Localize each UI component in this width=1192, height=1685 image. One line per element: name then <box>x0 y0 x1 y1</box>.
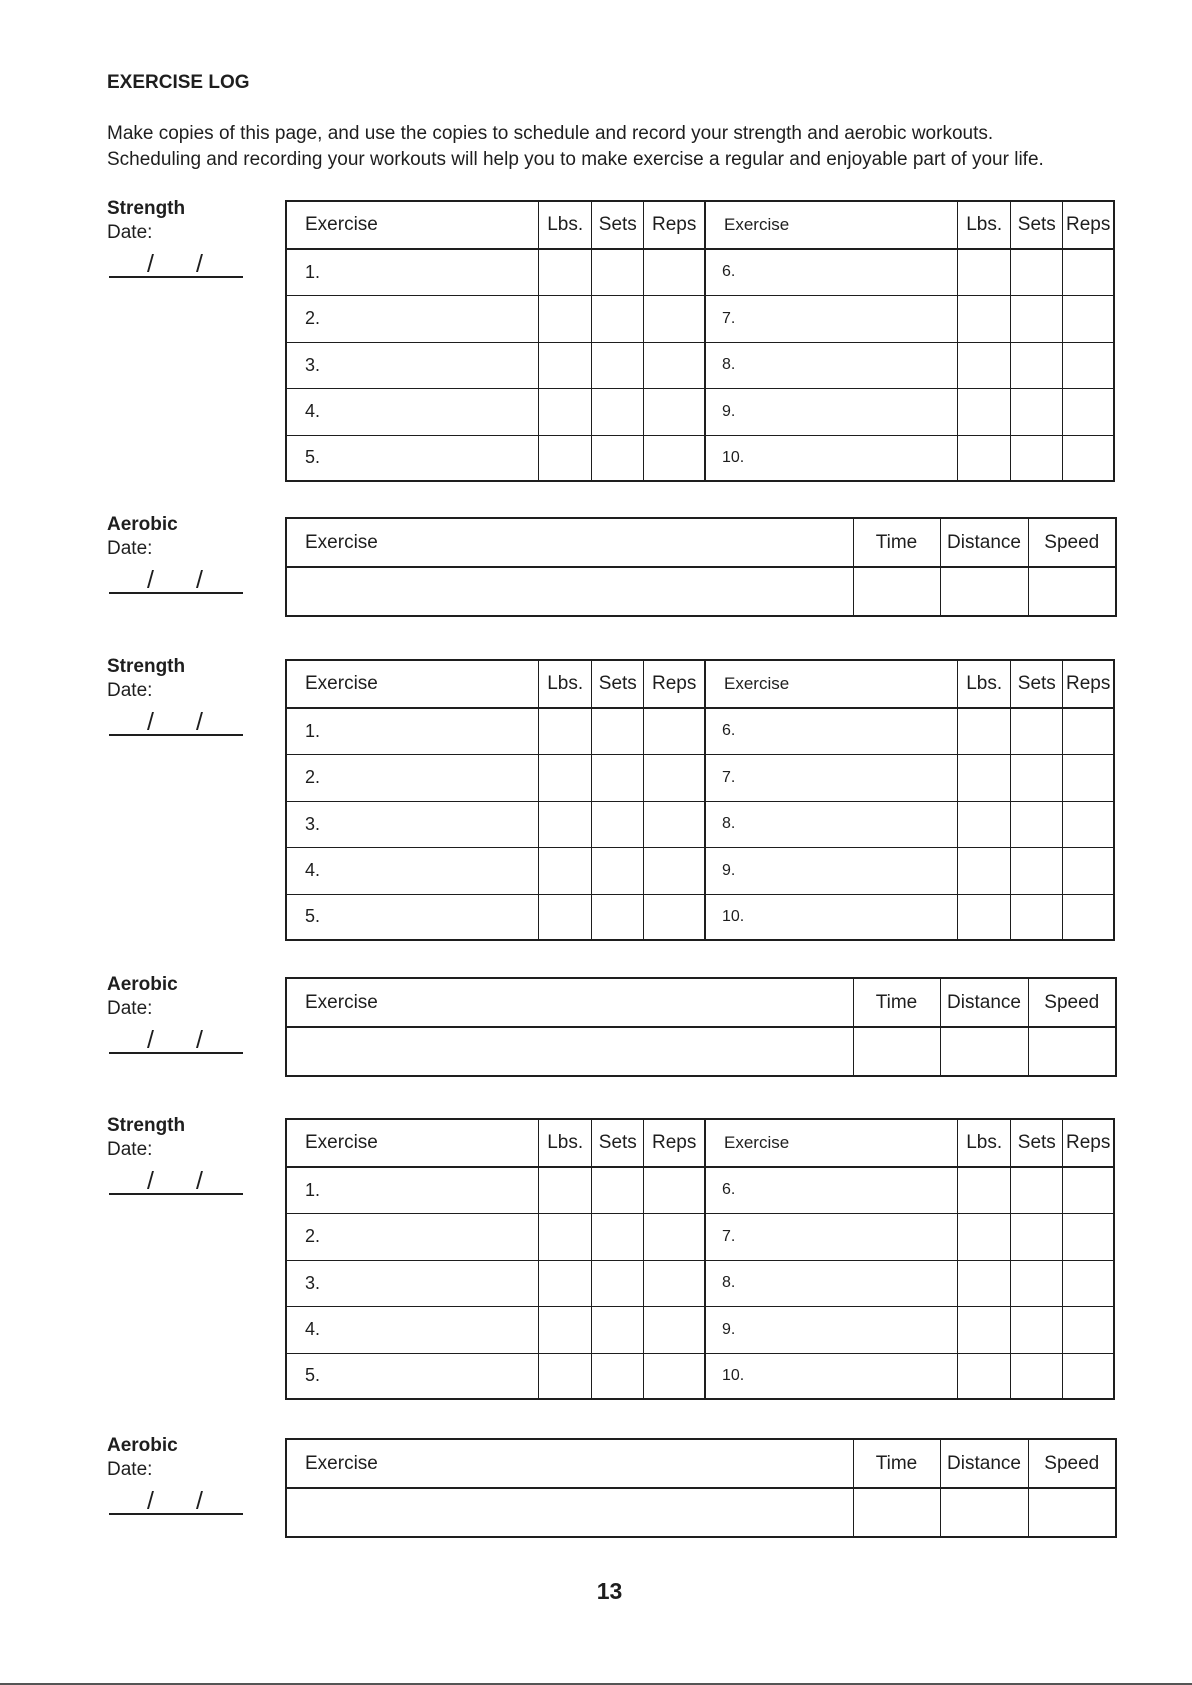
sets-cell[interactable] <box>1011 801 1063 847</box>
lbs-cell[interactable] <box>958 1260 1011 1306</box>
table-row <box>286 1167 1114 1213</box>
col-header-sets: Sets <box>592 201 644 249</box>
table-row <box>286 249 1114 295</box>
row-number: 2. <box>286 754 539 801</box>
exercise-cell[interactable] <box>286 1488 853 1537</box>
lbs-cell[interactable] <box>539 1260 592 1306</box>
date-field[interactable] <box>109 566 243 594</box>
table-row <box>286 1027 1116 1076</box>
aerobic-table <box>285 977 1117 1077</box>
lbs-cell[interactable] <box>958 1306 1011 1353</box>
col-header-sets: Sets <box>1011 201 1063 249</box>
col-header-exercise: Exercise <box>286 660 539 708</box>
sets-cell[interactable] <box>592 894 644 940</box>
row-number: 4. <box>286 847 539 894</box>
lbs-cell[interactable] <box>958 1213 1011 1260</box>
sets-cell[interactable] <box>1011 1353 1063 1399</box>
row-number: 8. <box>705 801 958 847</box>
col-header-lbs: Lbs. <box>958 1119 1011 1167</box>
aerobic-section-label-1 <box>107 513 178 561</box>
table-row <box>286 1306 1114 1353</box>
col-header-time: Time <box>853 518 940 567</box>
row-number: 2. <box>286 295 539 342</box>
lbs-cell[interactable] <box>539 1167 592 1213</box>
intro-line-1: Make copies of this page, and use the copies to schedule and record your strength and aerobic workouts. <box>107 123 994 144</box>
sets-cell[interactable] <box>592 1213 644 1260</box>
col-header-distance: Distance <box>940 978 1028 1027</box>
time-cell[interactable] <box>853 1027 940 1076</box>
reps-cell[interactable] <box>644 1353 705 1399</box>
reps-cell[interactable] <box>644 249 705 295</box>
reps-cell[interactable] <box>644 708 705 754</box>
sets-cell[interactable] <box>1011 435 1063 481</box>
strength-section-label-1 <box>107 197 185 245</box>
strength-table <box>285 659 1115 941</box>
page-title: EXERCISE LOG <box>107 72 250 93</box>
table-row <box>286 1260 1114 1306</box>
table-row <box>286 567 1116 616</box>
exercise-cell[interactable] <box>286 1027 853 1076</box>
strength-table <box>285 200 1115 482</box>
col-header-reps: Reps <box>644 660 705 708</box>
reps-cell[interactable] <box>1063 1306 1114 1353</box>
row-number: 4. <box>286 1306 539 1353</box>
lbs-cell[interactable] <box>958 847 1011 894</box>
col-header-reps: Reps <box>644 201 705 249</box>
row-number: 9. <box>705 388 958 435</box>
sets-cell[interactable] <box>1011 708 1063 754</box>
reps-cell[interactable] <box>644 388 705 435</box>
date-slash: / <box>196 566 203 594</box>
date-slash: / <box>196 1167 203 1195</box>
sets-cell[interactable] <box>1011 754 1063 801</box>
table-row <box>286 1213 1114 1260</box>
reps-cell[interactable] <box>1063 1213 1114 1260</box>
col-header-exercise: Exercise <box>286 201 539 249</box>
sets-cell[interactable] <box>592 342 644 388</box>
lbs-cell[interactable] <box>958 801 1011 847</box>
date-label: Date: <box>107 998 153 1019</box>
reps-cell[interactable] <box>1063 708 1114 754</box>
row-number: 5. <box>286 1353 539 1399</box>
lbs-cell[interactable] <box>958 342 1011 388</box>
lbs-cell[interactable] <box>539 388 592 435</box>
col-header-lbs: Lbs. <box>539 1119 592 1167</box>
sets-cell[interactable] <box>592 1260 644 1306</box>
reps-cell[interactable] <box>1063 847 1114 894</box>
sets-cell[interactable] <box>1011 1306 1063 1353</box>
row-number: 7. <box>705 1213 958 1260</box>
strength-section-label-2 <box>107 655 185 703</box>
reps-cell[interactable] <box>1063 754 1114 801</box>
date-field[interactable] <box>109 708 243 736</box>
table-row <box>286 894 1114 940</box>
lbs-cell[interactable] <box>539 894 592 940</box>
intro-line-2: Scheduling and recording your workouts will help you to make exercise a regular and enjoyable part of your life. <box>107 149 1044 170</box>
reps-cell[interactable] <box>644 847 705 894</box>
col-header-sets: Sets <box>1011 1119 1063 1167</box>
date-slash: / <box>196 708 203 736</box>
date-label: Date: <box>107 1459 153 1480</box>
col-header-exercise: Exercise <box>286 518 853 567</box>
sets-cell[interactable] <box>592 435 644 481</box>
row-number: 6. <box>705 249 958 295</box>
table-row <box>286 708 1114 754</box>
sets-cell[interactable] <box>1011 847 1063 894</box>
intro-text <box>107 121 1044 173</box>
date-slash: / <box>147 566 154 594</box>
date-field[interactable] <box>109 1167 243 1195</box>
sets-cell[interactable] <box>1011 1260 1063 1306</box>
sets-cell[interactable] <box>1011 1213 1063 1260</box>
reps-cell[interactable] <box>1063 435 1114 481</box>
sets-cell[interactable] <box>1011 1167 1063 1213</box>
lbs-cell[interactable] <box>958 754 1011 801</box>
col-header-sets: Sets <box>592 660 644 708</box>
sets-cell[interactable] <box>592 1306 644 1353</box>
section-kind: Strength <box>107 656 186 677</box>
speed-cell[interactable] <box>1028 567 1116 616</box>
table-row <box>286 847 1114 894</box>
exercise-cell[interactable] <box>286 567 853 616</box>
date-slash: / <box>147 1167 154 1195</box>
speed-cell[interactable] <box>1028 1027 1116 1076</box>
sets-cell[interactable] <box>592 708 644 754</box>
col-header-speed: Speed <box>1028 978 1116 1027</box>
sets-cell[interactable] <box>592 847 644 894</box>
reps-cell[interactable] <box>644 801 705 847</box>
col-header-lbs: Lbs. <box>539 201 592 249</box>
reps-cell[interactable] <box>644 342 705 388</box>
sets-cell[interactable] <box>592 801 644 847</box>
reps-cell[interactable] <box>644 1167 705 1213</box>
date-slash: / <box>147 1026 154 1054</box>
col-header-exercise: Exercise <box>286 978 853 1027</box>
date-slash: / <box>147 1487 154 1515</box>
aerobic-table <box>285 517 1117 617</box>
sets-cell[interactable] <box>592 754 644 801</box>
date-slash: / <box>147 250 154 278</box>
col-header-speed: Speed <box>1028 1439 1116 1488</box>
row-number: 5. <box>286 435 539 481</box>
reps-cell[interactable] <box>1063 249 1114 295</box>
date-slash: / <box>196 1487 203 1515</box>
col-header-reps: Reps <box>1063 201 1114 249</box>
lbs-cell[interactable] <box>539 801 592 847</box>
row-number: 10. <box>705 435 958 481</box>
strength-table <box>285 1118 1115 1400</box>
lbs-cell[interactable] <box>958 388 1011 435</box>
row-number: 6. <box>705 1167 958 1213</box>
lbs-cell[interactable] <box>539 847 592 894</box>
table-row <box>286 754 1114 801</box>
reps-cell[interactable] <box>644 1260 705 1306</box>
row-number: 7. <box>705 295 958 342</box>
col-header-exercise: Exercise <box>286 1439 853 1488</box>
lbs-cell[interactable] <box>539 708 592 754</box>
row-number: 5. <box>286 894 539 940</box>
row-number: 8. <box>705 342 958 388</box>
sets-cell[interactable] <box>1011 295 1063 342</box>
aerobic-section-label-2 <box>107 973 178 1021</box>
lbs-cell[interactable] <box>539 295 592 342</box>
date-slash: / <box>196 1026 203 1054</box>
row-number: 3. <box>286 1260 539 1306</box>
sets-cell[interactable] <box>592 249 644 295</box>
table-row <box>286 295 1114 342</box>
section-kind: Strength <box>107 198 186 219</box>
distance-cell[interactable] <box>940 1488 1028 1537</box>
lbs-cell[interactable] <box>539 435 592 481</box>
sets-cell[interactable] <box>592 295 644 342</box>
lbs-cell[interactable] <box>958 295 1011 342</box>
col-header-distance: Distance <box>940 518 1028 567</box>
col-header-time: Time <box>853 978 940 1027</box>
table-row <box>286 342 1114 388</box>
lbs-cell[interactable] <box>539 342 592 388</box>
sets-cell[interactable] <box>592 1353 644 1399</box>
col-header-sets: Sets <box>1011 660 1063 708</box>
sets-cell[interactable] <box>1011 388 1063 435</box>
reps-cell[interactable] <box>644 754 705 801</box>
date-field[interactable] <box>109 1487 243 1515</box>
row-number: 1. <box>286 708 539 754</box>
row-number: 6. <box>705 708 958 754</box>
reps-cell[interactable] <box>644 435 705 481</box>
sets-cell[interactable] <box>592 1167 644 1213</box>
reps-cell[interactable] <box>1063 1167 1114 1213</box>
distance-cell[interactable] <box>940 1027 1028 1076</box>
col-header-exercise: Exercise <box>705 201 958 249</box>
row-number: 10. <box>705 1353 958 1399</box>
row-number: 9. <box>705 1306 958 1353</box>
date-label: Date: <box>107 680 153 701</box>
col-header-reps: Reps <box>644 1119 705 1167</box>
section-kind: Aerobic <box>107 514 178 535</box>
section-kind: Strength <box>107 1115 186 1136</box>
date-field[interactable] <box>109 250 243 278</box>
speed-cell[interactable] <box>1028 1488 1116 1537</box>
lbs-cell[interactable] <box>958 1353 1011 1399</box>
reps-cell[interactable] <box>644 1306 705 1353</box>
col-header-distance: Distance <box>940 1439 1028 1488</box>
sets-cell[interactable] <box>1011 894 1063 940</box>
section-kind: Aerobic <box>107 1435 178 1456</box>
date-field[interactable] <box>109 1026 243 1054</box>
aerobic-section-label-3 <box>107 1434 178 1482</box>
reps-cell[interactable] <box>1063 1260 1114 1306</box>
lbs-cell[interactable] <box>539 249 592 295</box>
lbs-cell[interactable] <box>539 1353 592 1399</box>
lbs-cell[interactable] <box>958 249 1011 295</box>
date-slash: / <box>147 708 154 736</box>
date-label: Date: <box>107 538 153 559</box>
lbs-cell[interactable] <box>958 708 1011 754</box>
table-row <box>286 435 1114 481</box>
row-number: 3. <box>286 801 539 847</box>
col-header-reps: Reps <box>1063 1119 1114 1167</box>
row-number: 9. <box>705 847 958 894</box>
lbs-cell[interactable] <box>958 894 1011 940</box>
col-header-lbs: Lbs. <box>958 201 1011 249</box>
col-header-time: Time <box>853 1439 940 1488</box>
lbs-cell[interactable] <box>958 1167 1011 1213</box>
time-cell[interactable] <box>853 1488 940 1537</box>
distance-cell[interactable] <box>940 567 1028 616</box>
table-row <box>286 1353 1114 1399</box>
table-row <box>286 801 1114 847</box>
row-number: 7. <box>705 754 958 801</box>
date-label: Date: <box>107 1139 153 1160</box>
lbs-cell[interactable] <box>539 1213 592 1260</box>
date-slash: / <box>196 250 203 278</box>
reps-cell[interactable] <box>644 295 705 342</box>
date-label: Date: <box>107 222 153 243</box>
col-header-sets: Sets <box>592 1119 644 1167</box>
section-kind: Aerobic <box>107 974 178 995</box>
row-number: 4. <box>286 388 539 435</box>
row-number: 2. <box>286 1213 539 1260</box>
sets-cell[interactable] <box>1011 249 1063 295</box>
col-header-exercise: Exercise <box>286 1119 539 1167</box>
reps-cell[interactable] <box>644 894 705 940</box>
col-header-reps: Reps <box>1063 660 1114 708</box>
reps-cell[interactable] <box>1063 388 1114 435</box>
sets-cell[interactable] <box>1011 342 1063 388</box>
sets-cell[interactable] <box>592 388 644 435</box>
reps-cell[interactable] <box>644 1213 705 1260</box>
aerobic-table <box>285 1438 1117 1538</box>
reps-cell[interactable] <box>1063 801 1114 847</box>
col-header-exercise: Exercise <box>705 660 958 708</box>
col-header-exercise: Exercise <box>705 1119 958 1167</box>
table-row <box>286 388 1114 435</box>
col-header-lbs: Lbs. <box>539 660 592 708</box>
row-number: 3. <box>286 342 539 388</box>
table-row <box>286 1488 1116 1537</box>
lbs-cell[interactable] <box>958 435 1011 481</box>
reps-cell[interactable] <box>1063 295 1114 342</box>
page-number: 13 <box>596 1578 623 1604</box>
lbs-cell[interactable] <box>539 754 592 801</box>
time-cell[interactable] <box>853 567 940 616</box>
row-number: 10. <box>705 894 958 940</box>
row-number: 1. <box>286 1167 539 1213</box>
lbs-cell[interactable] <box>539 1306 592 1353</box>
row-number: 1. <box>286 249 539 295</box>
row-number: 8. <box>705 1260 958 1306</box>
col-header-speed: Speed <box>1028 518 1116 567</box>
reps-cell[interactable] <box>1063 1353 1114 1399</box>
col-header-lbs: Lbs. <box>958 660 1011 708</box>
reps-cell[interactable] <box>1063 342 1114 388</box>
reps-cell[interactable] <box>1063 894 1114 940</box>
strength-section-label-3 <box>107 1114 185 1162</box>
